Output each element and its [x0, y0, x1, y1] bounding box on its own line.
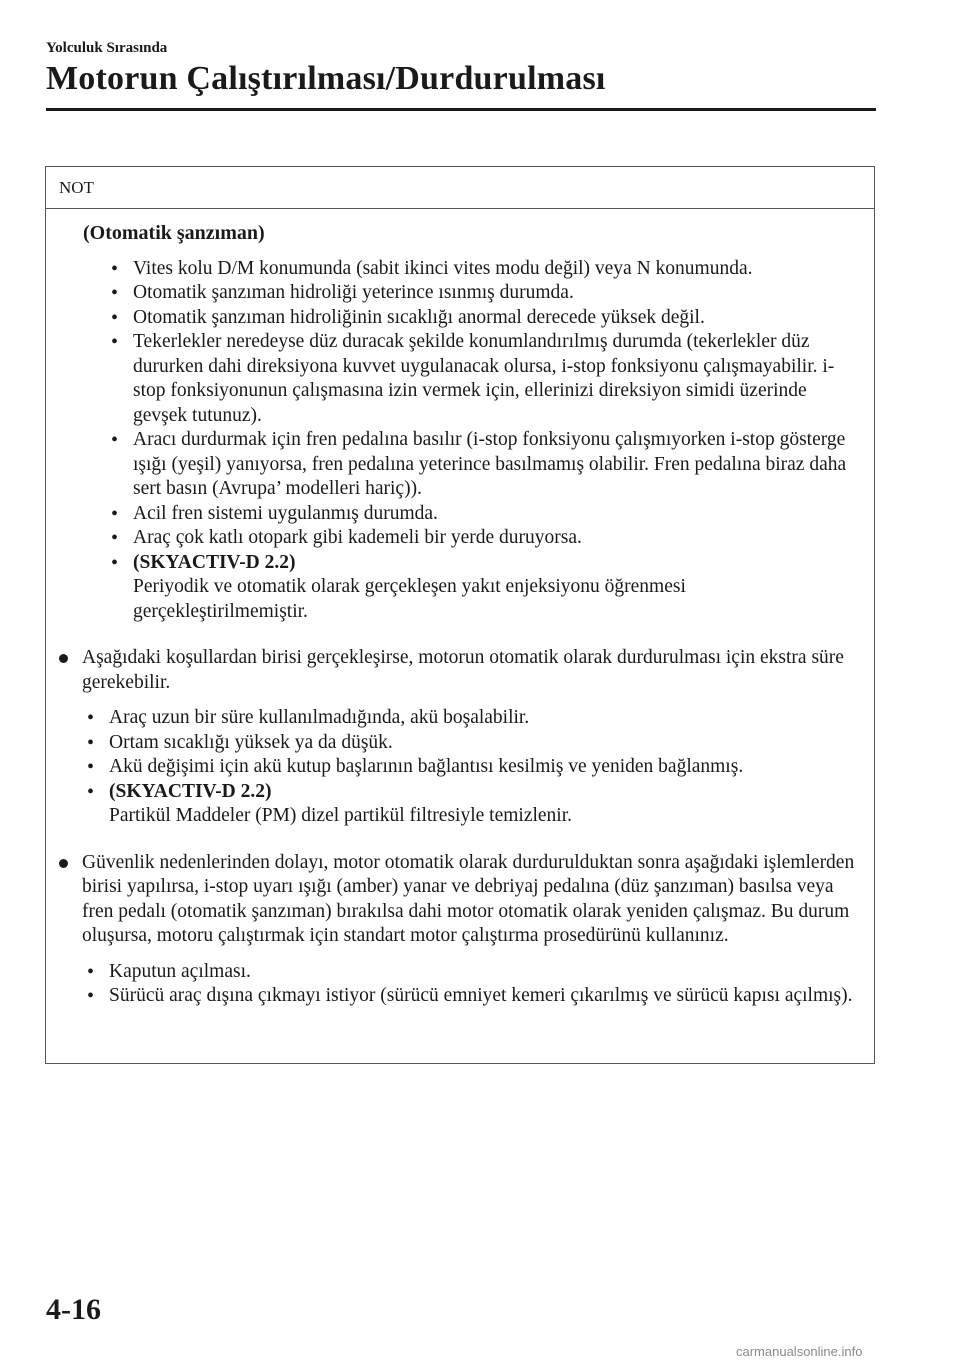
list-item: • Akü değişimi için akü kutup başlarının bağlantısı kesilmiş ve yeniden bağlanmış. — [83, 755, 858, 780]
list-item: • Vites kolu D/M konumunda (sabit ikinci vites modu değil) veya N konumunda. — [107, 257, 858, 282]
list-item: • Otomatik şanzıman hidroliği yeterince ısınmış durumda. — [107, 281, 858, 306]
list-item: • Aracı durdurmak için fren pedalına basılır (i-stop fonksiyonu çalışmıyorken i-stop gösterge ışığı (yeşil) yanıyorsa, fren pedalına yeterince basılmamış olabilir. Fren pedalına biraz daha sert basın (Avrupa’ modelleri hariç)). — [107, 428, 858, 502]
paragraph: Güvenlik nedenlerinden dolayı, motor otomatik olarak durdurulduktan sonra aşağıdaki işlemlerden birisi yapılırsa, i-stop uyarı ışığı (amber) yanar ve debriyaj pedalına (düz şanzıman) basılsa veya fren pedalı (otomatik şanzıman) bırakılsa dahi motor otomatik olarak yeniden çalışmaz. Bu durum oluşursa, motoru çalıştırmak için standart motor çalıştırma prosedürünü kullanınız. — [82, 851, 855, 946]
safety-list — [82, 960, 858, 1009]
list-item: • Sürücü araç dışına çıkmayı istiyor (sürücü emniyet kemeri çıkarılmış ve sürücü kapısı açılmış). — [83, 984, 858, 1009]
skyactiv-text: Partikül Maddeler (PM) dizel partikül filtresiyle temizlenir. — [109, 805, 573, 826]
note-label: NOT — [46, 167, 874, 209]
watermark: carmanualsonline.info — [736, 1344, 863, 1359]
list-item: • Otomatik şanzıman hidroliğinin sıcaklığı anormal derecede yüksek değil. — [107, 306, 858, 331]
note-body — [46, 209, 874, 1009]
list-item — [107, 551, 858, 625]
condition-list — [83, 257, 858, 625]
list-item: • Araç çok katlı otopark gibi kademeli bir yerde duruyorsa. — [107, 526, 858, 551]
title-rule — [46, 108, 876, 111]
skyactiv-label: • (SKYACTIV-D 2.2) — [133, 551, 296, 573]
list-item: • Tekerlekler neredeyse düz duracak şekilde konumlandırılmış durumda (tekerlekler düz dururken dahi direksiyona kuvvet uygulanacak olursa, i-stop fonksiyonu çalışmayabilir. i-stop fonksiyonunun çalışmasına izin vermek için, ellerinizi direksiyon simidi üzerinde gevşek tutunuz). — [107, 330, 858, 428]
section-label: Yolculuk Sırasında — [46, 40, 168, 56]
note-box — [45, 166, 875, 1064]
list-item — [83, 780, 858, 829]
skyactiv-text: Periyodik ve otomatik olarak gerçekleşen yakıt enjeksiyonu öğrenmesi gerçekleştirilmemiştir. — [133, 576, 686, 622]
extra-time-list — [82, 706, 858, 829]
main-bullet-safety — [59, 851, 858, 1009]
page-number: 4-16 — [46, 1293, 101, 1326]
bullet-dot — [59, 859, 68, 868]
main-bullet-extra-time — [59, 646, 858, 829]
skyactiv-label: • (SKYACTIV-D 2.2) — [109, 780, 272, 802]
list-item: • Araç uzun bir süre kullanılmadığında, akü boşalabilir. — [83, 706, 858, 731]
list-item: • Acil fren sistemi uygulanmış durumda. — [107, 502, 858, 527]
paragraph: Aşağıdaki koşullardan birisi gerçekleşirse, motorun otomatik olarak durdurulması için ekstra süre gerekebilir. — [82, 647, 844, 693]
bullet-dot — [59, 654, 68, 663]
page-title: Motorun Çalıştırılması/Durdurulması — [46, 60, 606, 97]
list-item: • Kaputun açılması. — [83, 960, 858, 985]
list-item: • Ortam sıcaklığı yüksek ya da düşük. — [83, 731, 858, 756]
note-subheading: (Otomatik şanzıman) — [83, 222, 265, 244]
